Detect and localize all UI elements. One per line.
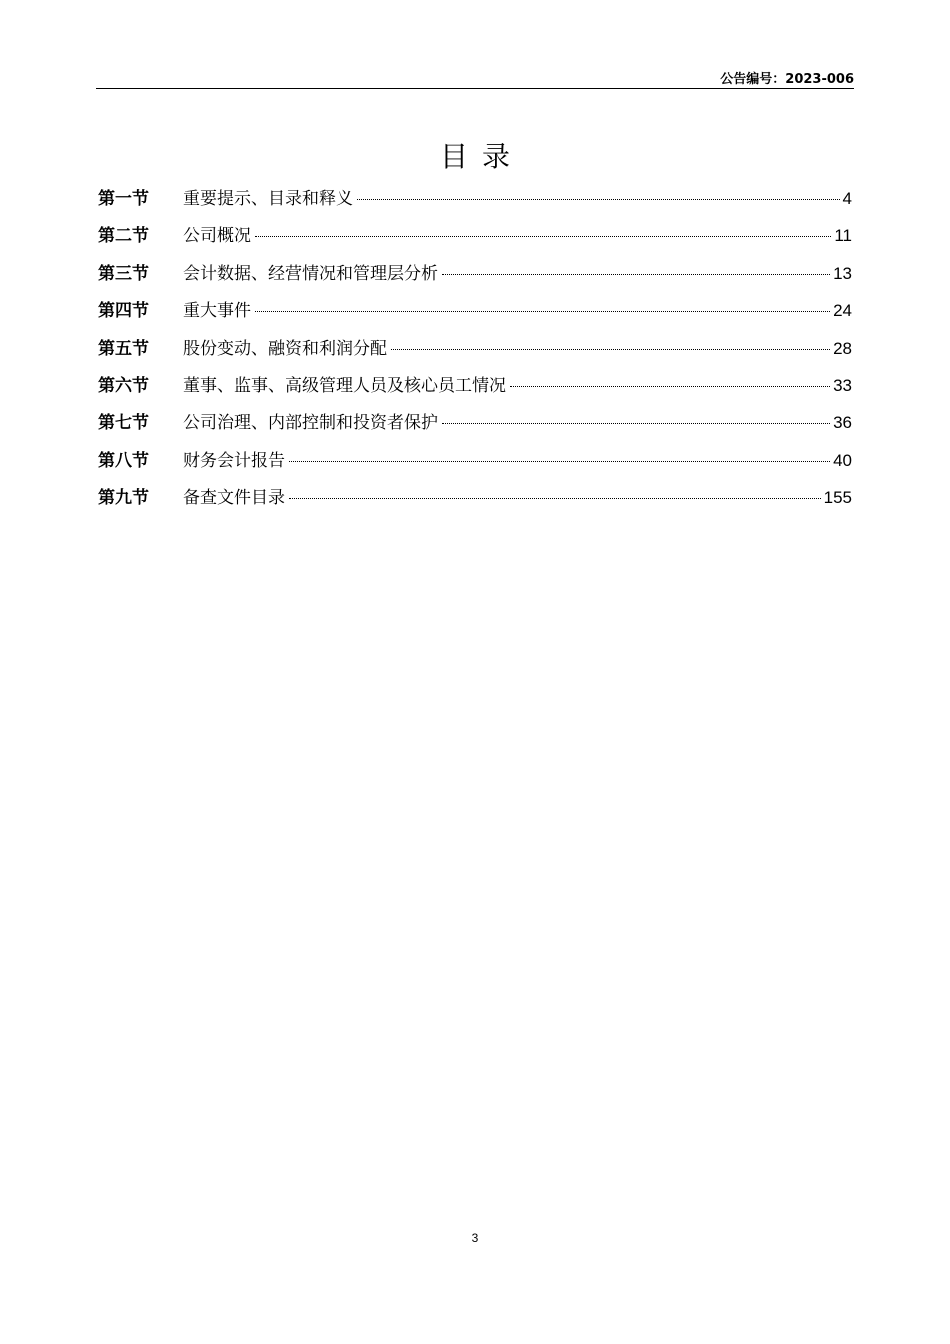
toc-section-title: 重要提示、目录和释义 [183,189,353,209]
toc-dot-leader [357,199,840,200]
toc-section-title: 公司概况 [183,226,251,247]
toc-section-number: 第九节 [98,488,149,509]
toc-section-number: 第一节 [98,189,149,209]
toc-dot-leader [442,423,830,424]
toc-section-number: 第四节 [98,301,149,322]
toc-dot-leader [289,461,830,462]
toc-dot-leader [510,386,830,387]
toc-list [98,185,852,522]
toc-section-number: 第八节 [98,450,149,471]
header-divider [96,88,854,89]
toc-section-title: 公司治理、内部控制和投资者保护 [183,413,438,434]
toc-page-number: 11 [834,226,852,246]
toc-page-number: 155 [823,488,852,508]
toc-section-number: 第六节 [98,375,149,396]
toc-item-8[interactable] [98,447,852,484]
toc-section-number: 第三节 [98,263,149,284]
toc-page-number: 13 [833,263,852,283]
toc-item-7[interactable] [98,409,852,446]
toc-page-number: 4 [842,189,852,208]
page-number: 3 [471,1231,479,1245]
toc-page-number: 40 [833,450,852,470]
toc-item-1[interactable] [98,185,852,222]
toc-item-6[interactable] [98,372,852,409]
toc-section-title: 财务会计报告 [183,450,285,471]
toc-title: 目录 [439,140,524,173]
toc-section-title: 董事、监事、高级管理人员及核心员工情况 [183,375,506,396]
toc-section-title: 重大事件 [183,301,251,322]
toc-page-number: 28 [833,338,852,358]
toc-section-title: 会计数据、经营情况和管理层分析 [183,263,438,284]
toc-item-3[interactable] [98,260,852,297]
toc-item-9[interactable] [98,484,852,521]
toc-item-4[interactable] [98,297,852,334]
toc-dot-leader [255,236,831,237]
toc-item-5[interactable] [98,335,852,372]
toc-section-number: 第二节 [98,226,149,247]
toc-page-number: 36 [833,413,852,433]
toc-section-title: 备查文件目录 [183,488,285,509]
toc-dot-leader [391,349,830,350]
toc-dot-leader [289,498,821,499]
toc-section-number: 第七节 [98,413,149,434]
toc-page-number: 24 [833,301,852,321]
toc-dot-leader [442,274,830,275]
toc-item-2[interactable] [98,222,852,259]
announcement-number: 公告编号：2023-006 [720,72,854,87]
toc-section-title: 股份变动、融资和利润分配 [183,338,387,359]
toc-section-number: 第五节 [98,338,149,359]
toc-dot-leader [255,311,830,312]
toc-page-number: 33 [833,375,852,395]
